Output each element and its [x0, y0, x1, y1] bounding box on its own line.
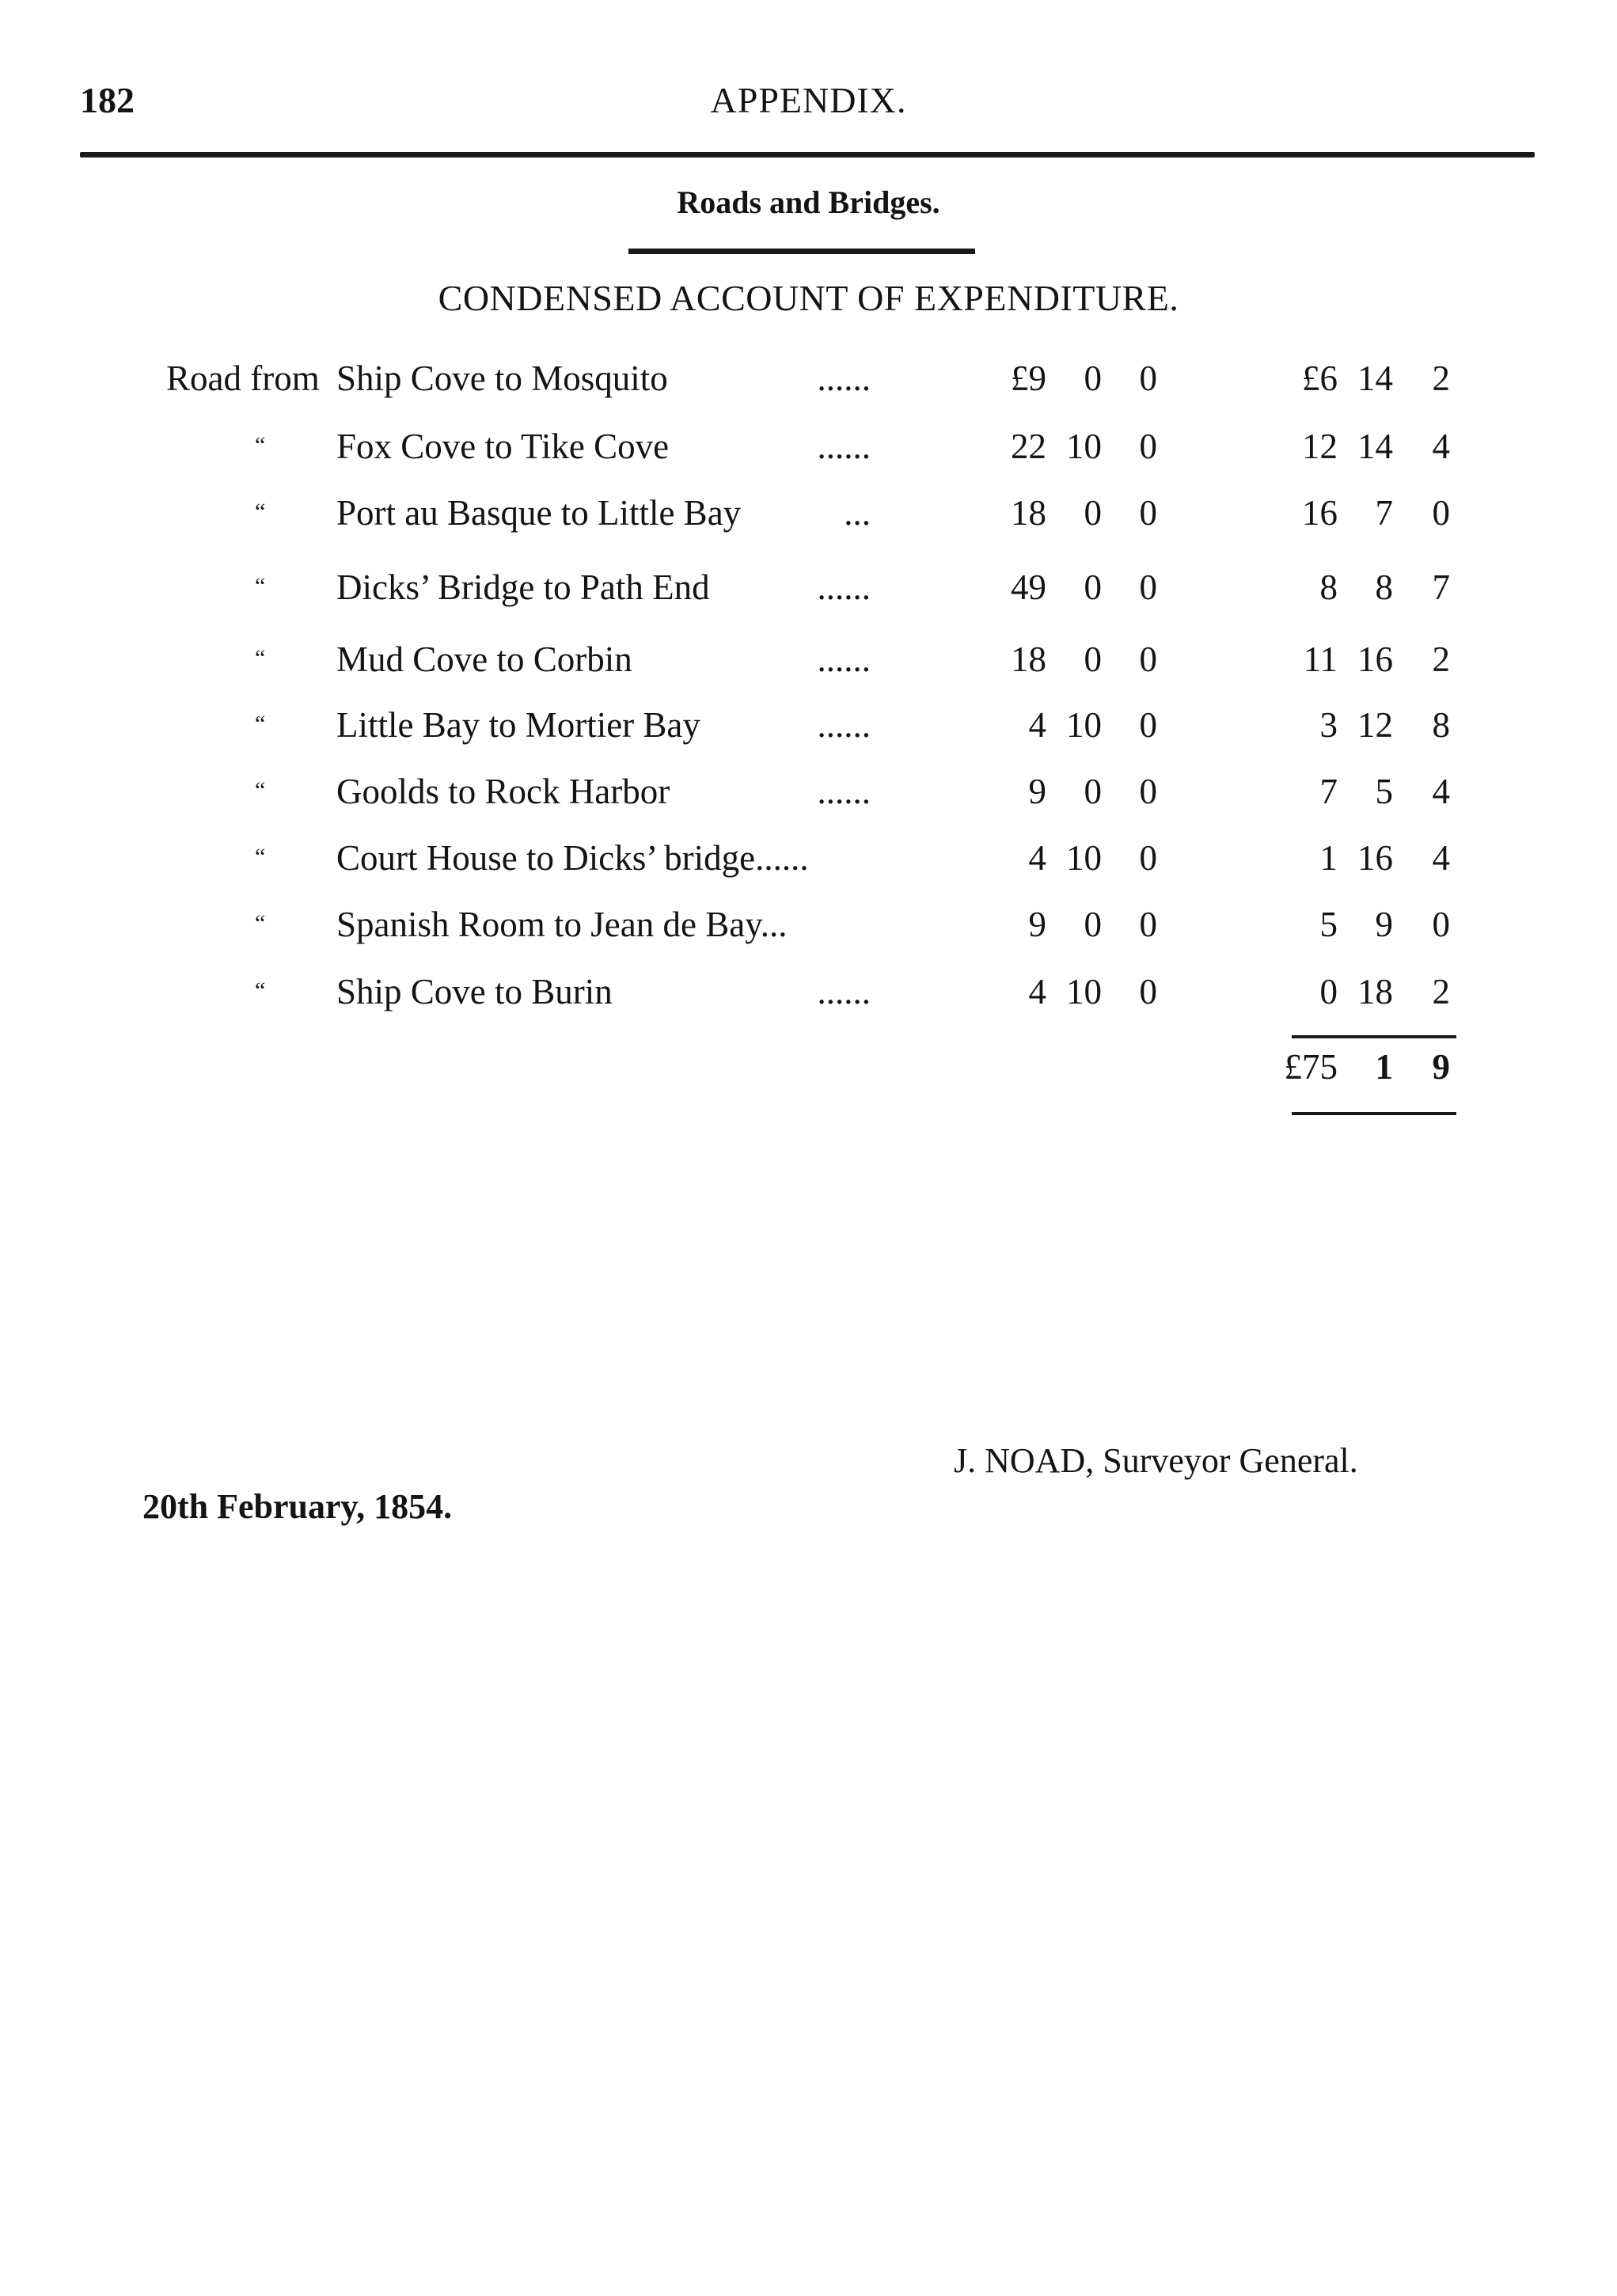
total-rule-bottom — [1292, 1112, 1456, 1115]
spent-pence: 4 — [1432, 772, 1450, 811]
road-name: Ship Cove to Burin — [336, 972, 613, 1011]
dot-leader: ...... — [817, 359, 871, 398]
ditto-mark: “ — [255, 910, 266, 936]
table-row — [0, 492, 1617, 543]
estimate-pounds: 4 — [1028, 972, 1046, 1011]
spent-shillings: 14 — [1357, 359, 1393, 398]
dot-leader: ...... — [817, 427, 871, 466]
table-row — [0, 567, 1617, 617]
dot-leader: ...... — [817, 972, 871, 1011]
table-row — [0, 771, 1617, 822]
total-shillings: 1 — [1375, 1047, 1393, 1087]
spent-shillings: 8 — [1375, 567, 1393, 607]
estimate-pence: 0 — [1139, 493, 1157, 533]
table-row — [0, 837, 1617, 888]
spent-pence: 0 — [1432, 905, 1450, 944]
table-row — [0, 358, 1617, 408]
road-name: Ship Cove to Mosquito — [336, 359, 668, 398]
dot-leader: ...... — [817, 639, 871, 679]
road-name: Goolds to Rock Harbor — [336, 772, 670, 811]
spent-shillings: 18 — [1357, 972, 1393, 1011]
spent-pounds: 5 — [1319, 905, 1338, 944]
dot-leader: ...... — [817, 567, 871, 607]
estimate-shillings: 10 — [1066, 705, 1102, 745]
estimate-shillings: 10 — [1066, 427, 1102, 466]
estimate-pounds: 4 — [1028, 838, 1046, 878]
table-row — [0, 639, 1617, 689]
dot-leader: ...... — [817, 772, 871, 811]
spent-pounds: 11 — [1303, 639, 1338, 679]
spent-shillings: 16 — [1357, 838, 1393, 878]
spent-shillings: 16 — [1357, 639, 1393, 679]
spent-pence: 8 — [1432, 705, 1450, 745]
estimate-shillings: 0 — [1084, 639, 1102, 679]
spent-pounds: £6 — [1302, 359, 1338, 398]
ditto-mark: “ — [255, 499, 266, 525]
section-title-rule — [628, 249, 975, 254]
estimate-pence: 0 — [1139, 905, 1157, 944]
table-row — [0, 426, 1617, 476]
estimate-shillings: 0 — [1084, 359, 1102, 398]
estimate-pounds: 18 — [1011, 639, 1046, 679]
road-name: Port au Basque to Little Bay — [336, 493, 742, 533]
estimate-pounds: 9 — [1028, 905, 1046, 944]
spent-pence: 4 — [1432, 427, 1450, 466]
spent-pounds: 3 — [1319, 705, 1338, 745]
estimate-pounds: £9 — [1011, 359, 1046, 398]
estimate-pence: 0 — [1139, 567, 1157, 607]
total-pence: 9 — [1432, 1047, 1450, 1087]
signature: J. NOAD, Surveyor General. — [954, 1441, 1358, 1480]
date: 20th February, 1854. — [142, 1487, 453, 1526]
dot-leader: ...... — [817, 705, 871, 745]
estimate-pence: 0 — [1139, 772, 1157, 811]
spent-shillings: 9 — [1375, 905, 1393, 944]
page-number: 182 — [80, 80, 135, 120]
total-pounds: £75 — [1284, 1047, 1338, 1087]
total-row — [0, 1046, 1617, 1097]
spent-shillings: 12 — [1357, 705, 1393, 745]
road-name: Little Bay to Mortier Bay — [336, 705, 700, 745]
estimate-pounds: 22 — [1011, 427, 1046, 466]
table-title: CONDENSED ACCOUNT OF EXPENDITURE. — [438, 278, 1179, 318]
estimate-pence: 0 — [1139, 838, 1157, 878]
spent-pence: 0 — [1432, 493, 1450, 533]
estimate-pence: 0 — [1139, 427, 1157, 466]
estimate-pence: 0 — [1139, 972, 1157, 1011]
estimate-pence: 0 — [1139, 359, 1157, 398]
table-row — [0, 704, 1617, 755]
road-name: Spanish Room to Jean de Bay... — [336, 905, 788, 944]
spent-pence: 2 — [1432, 359, 1450, 398]
estimate-pence: 0 — [1139, 705, 1157, 745]
ditto-mark: “ — [255, 844, 266, 870]
table-row — [0, 904, 1617, 954]
row-prefix: Road from — [166, 359, 320, 398]
table-row — [0, 971, 1617, 1022]
section-title: Roads and Bridges. — [677, 184, 940, 220]
estimate-shillings: 0 — [1084, 567, 1102, 607]
estimate-pounds: 4 — [1028, 705, 1046, 745]
spent-pence: 2 — [1432, 639, 1450, 679]
estimate-shillings: 0 — [1084, 772, 1102, 811]
road-name: Court House to Dicks’ bridge...... — [336, 838, 809, 878]
spent-pounds: 8 — [1319, 567, 1338, 607]
estimate-pounds: 49 — [1011, 567, 1046, 607]
road-name: Fox Cove to Tike Cove — [336, 427, 670, 466]
ditto-mark: “ — [255, 777, 266, 803]
dot-leader: ... — [844, 493, 871, 533]
spent-pounds: 0 — [1319, 972, 1338, 1011]
road-name: Mud Cove to Corbin — [336, 639, 632, 679]
spent-shillings: 7 — [1375, 493, 1393, 533]
estimate-shillings: 10 — [1066, 972, 1102, 1011]
spent-shillings: 14 — [1357, 427, 1393, 466]
spent-pounds: 1 — [1319, 838, 1338, 878]
spent-pounds: 16 — [1302, 493, 1338, 533]
estimate-shillings: 0 — [1084, 905, 1102, 944]
estimate-pounds: 18 — [1011, 493, 1046, 533]
estimate-shillings: 10 — [1066, 838, 1102, 878]
estimate-pence: 0 — [1139, 639, 1157, 679]
spent-pounds: 7 — [1319, 772, 1338, 811]
spent-pounds: 12 — [1302, 427, 1338, 466]
header-rule — [80, 152, 1535, 157]
total-rule-top — [1292, 1035, 1456, 1038]
road-name: Dicks’ Bridge to Path End — [336, 567, 710, 607]
ditto-mark: “ — [255, 645, 266, 671]
spent-pence: 7 — [1432, 567, 1450, 607]
spent-pence: 4 — [1432, 838, 1450, 878]
spent-shillings: 5 — [1375, 772, 1393, 811]
ditto-mark: “ — [255, 432, 266, 458]
running-head: APPENDIX. — [710, 80, 907, 120]
estimate-shillings: 0 — [1084, 493, 1102, 533]
ditto-mark: “ — [255, 573, 266, 599]
estimate-pounds: 9 — [1028, 772, 1046, 811]
ditto-mark: “ — [255, 977, 266, 1004]
spent-pence: 2 — [1432, 972, 1450, 1011]
ditto-mark: “ — [255, 711, 266, 737]
